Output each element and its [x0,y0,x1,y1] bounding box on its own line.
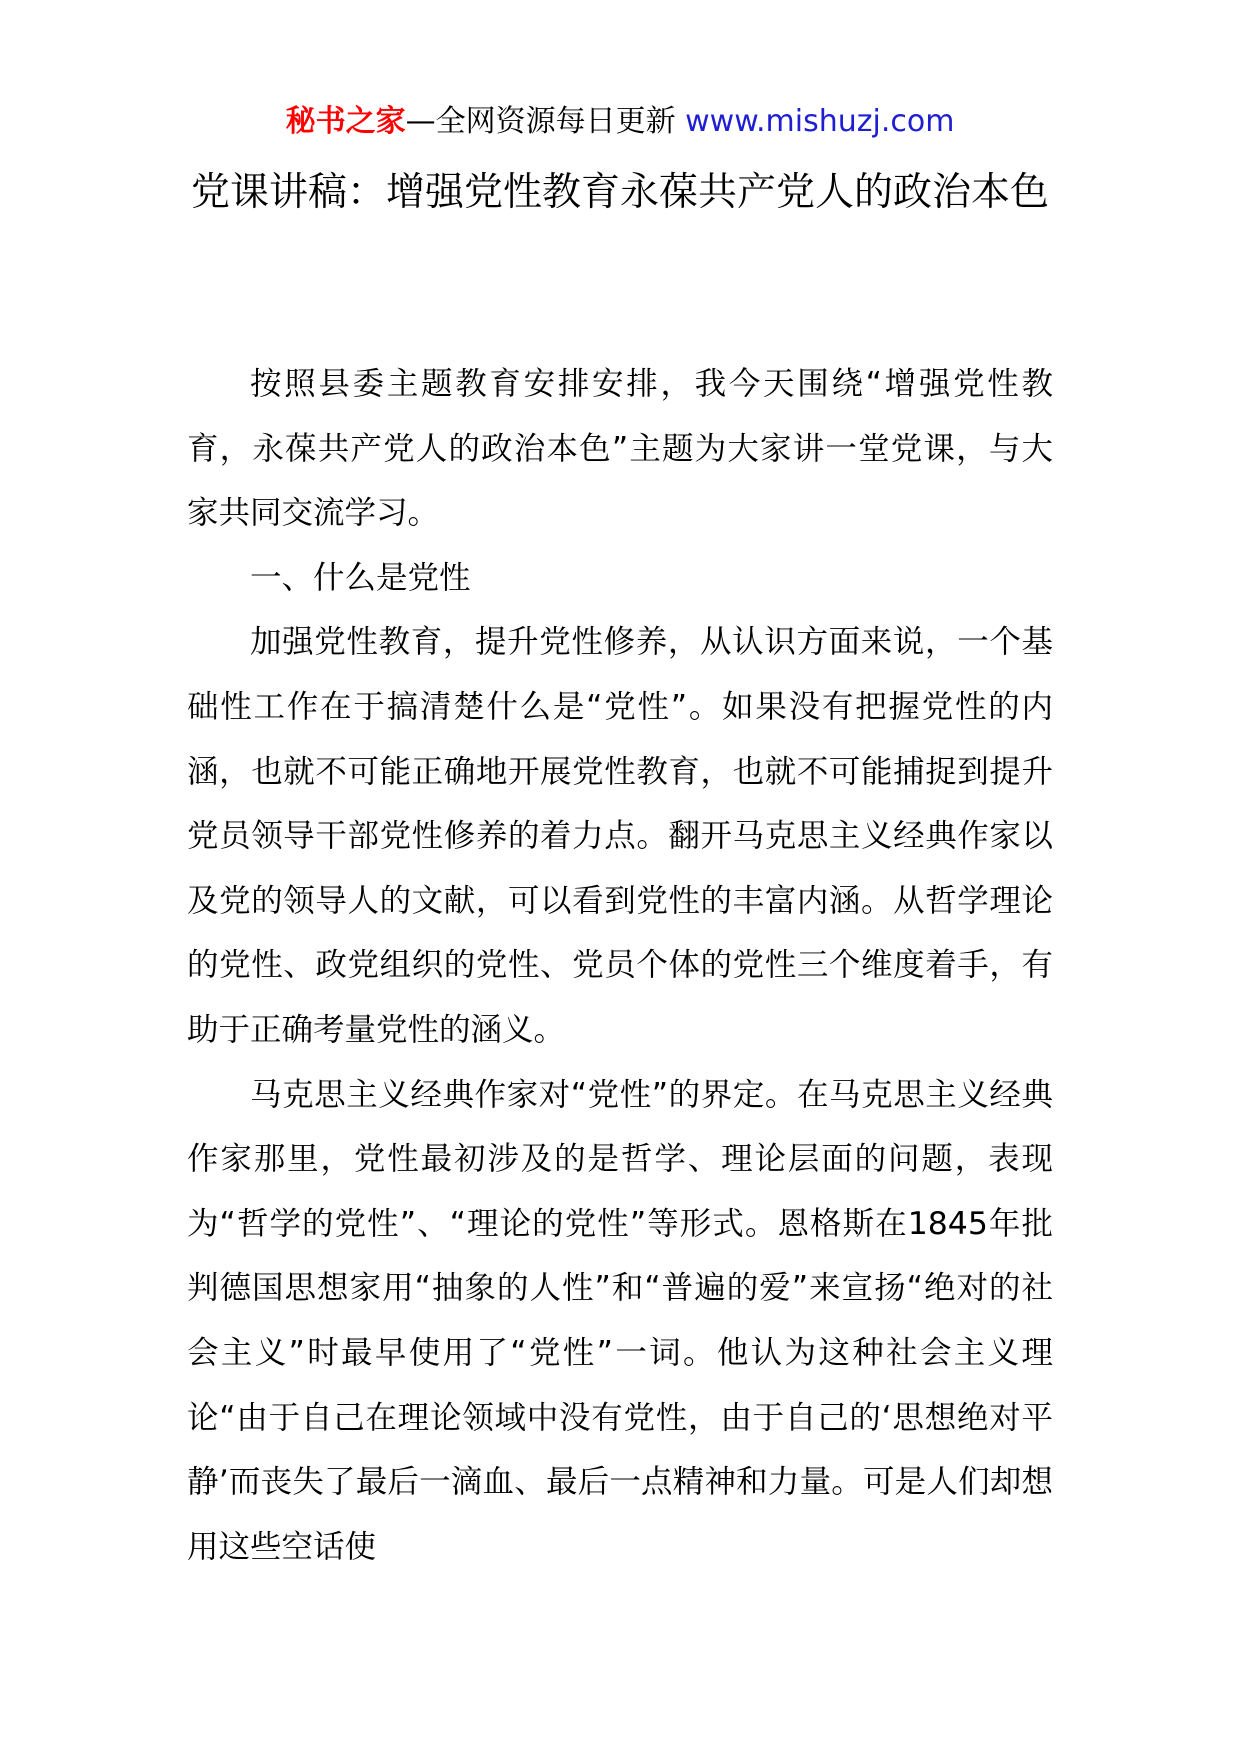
section-heading: 一、什么是党性 [250,559,471,596]
intro-paragraph: 按照县委主题教育安排安排，我今天围绕“增强党性教育，永葆共产党人的政治本色”主题为大家讲一堂党课，与大家共同交流学习。 [187,366,1053,532]
site-header [0,100,1240,144]
document-title: 党课讲稿：增强党性教育永葆共产党人的政治本色 [190,170,1049,215]
site-tagline: —全网资源每日更新 [405,104,676,139]
body-paragraph: 马克思主义经典作家对“党性”的界定。在马克思主义经典作家那里，党性最初涉及的是哲学、理论层面的问题，表现为“哲学的党性”、“理论的党性”等形式。恩格斯在1845年批判德国思想家用“抽象的人性”和“普遍的爱”来宣扬“绝对的社会主义”时最早使用了“党性”一词。他认为这种社会主义理论“由于自己在理论领域中没有党性，由于自己的‘思想绝对平静’而丧失了最后一滴血、最后一点精神和力量。可是人们却想用这些空话使 [187,1076,1053,1565]
site-url-link[interactable]: www.mishuzj.com [685,104,955,139]
site-name: 秘书之家 [285,104,406,139]
document-body [187,352,1053,1579]
body-paragraph: 加强党性教育，提升党性修养，从认识方面来说，一个基础性工作在于搞清楚什么是“党性”。如果没有把握党性的内涵，也就不可能正确地开展党性教育，也就不可能捕捉到提升党员领导干部党性修养的着力点。翻开马克思主义经典作家以及党的领导人的文献，可以看到党性的丰富内涵。从哲学理论的党性、政党组织的党性、党员个体的党性三个维度着手，有助于正确考量党性的涵义。 [187,624,1053,1048]
